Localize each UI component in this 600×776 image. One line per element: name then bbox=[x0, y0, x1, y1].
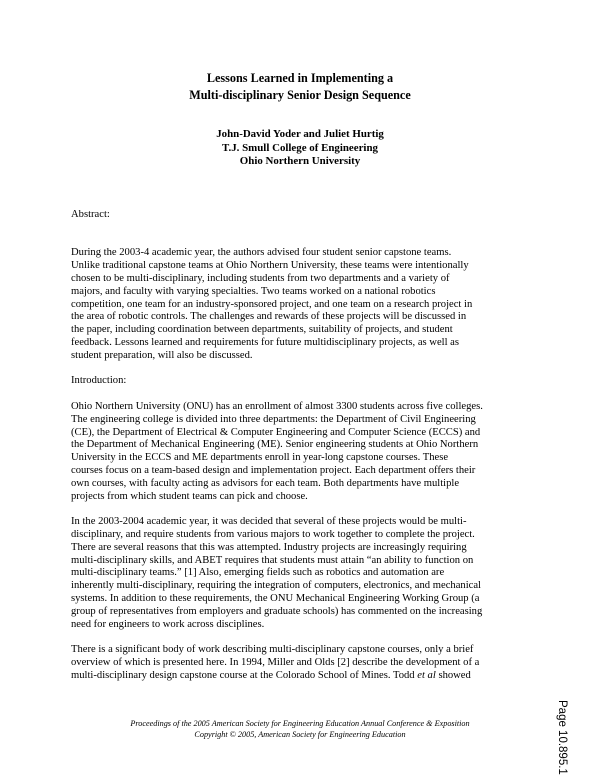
text-line: There is a significant body of work describing multi-disciplinary capstone courses, only a brief bbox=[71, 644, 474, 656]
text-line: Ohio Northern University (ONU) has an enrollment of almost 3300 students across five colleges. bbox=[71, 400, 483, 412]
text-line: overview of which is presented here. In 1994, Miller and Olds [2] describe the development of a bbox=[71, 656, 480, 668]
text-line: own courses, with faculty acting as advisors for each team. Both departments have multiple bbox=[71, 477, 460, 489]
paper-body bbox=[71, 209, 533, 682]
introduction-paragraph-3 bbox=[71, 644, 533, 682]
text-line: multi-disciplinary skills, and ABET requires that students must attain “an ability to function on bbox=[71, 554, 474, 566]
author-college: T.J. Smull College of Engineering bbox=[222, 141, 378, 154]
text-line: (CE), the Department of Electrical & Computer Engineering and Computer Science (ECCS) and bbox=[71, 426, 481, 438]
author-names: John-David Yoder and Juliet Hurtig bbox=[216, 128, 384, 140]
text-line: chosen to be multi-disciplinary, including students from two departments and a variety of bbox=[71, 272, 450, 284]
text-line: projects from which student teams can pick and choose. bbox=[71, 490, 308, 502]
text-line: the paper, including coordination between departments, suitability of projects, and student bbox=[71, 324, 453, 336]
author-university: Ohio Northern University bbox=[239, 155, 361, 168]
text-line: During the 2003-4 academic year, the authors advised four student senior capstone teams. bbox=[71, 247, 452, 259]
text-line: the area of robotic controls. The challenges and rewards of these projects will be discussed in bbox=[71, 311, 467, 323]
title-line-2: Multi-disciplinary Senior Design Sequence bbox=[189, 88, 411, 102]
text-line: feedback. Lessons learned and requirements for future multidisciplinary projects, as well as bbox=[71, 336, 460, 348]
text-line: group of representatives from employers and graduate schools) has commented on the increasing bbox=[71, 605, 483, 617]
text-span: showed bbox=[435, 669, 471, 681]
proceedings-footer bbox=[0, 719, 600, 740]
introduction-paragraph-1 bbox=[71, 401, 533, 503]
title-line-1: Lessons Learned in Implementing a bbox=[206, 71, 394, 85]
text-line: disciplinary, and require students from various majors to work together to complete the project. bbox=[71, 528, 475, 540]
text-line: majors, and faculty with varying specialties. Two teams worked on a national robotics bbox=[71, 285, 436, 297]
text-line: systems. In addition to these requirements, the ONU Mechanical Engineering Working Group (a bbox=[71, 592, 480, 604]
abstract-paragraph bbox=[71, 247, 533, 362]
page-number-stamp: Page 10.895.1 bbox=[556, 700, 568, 775]
author-block bbox=[0, 128, 600, 169]
paper-title bbox=[0, 70, 600, 104]
text-line: need for engineers to work across disciplines. bbox=[71, 618, 265, 630]
text-line: inherently multi-disciplinary, requiring the integration of computers, electronics, and mechanical bbox=[71, 580, 481, 592]
text-line: student preparation, will also be discussed. bbox=[71, 349, 253, 361]
text-line: Unlike traditional capstone teams at Ohio Northern University, these teams were intentionally bbox=[71, 260, 469, 272]
text-line: The engineering college is divided into three departments: the Department of Civil Engineering bbox=[71, 413, 476, 425]
footer-proceedings-line: Proceedings of the 2005 American Society for Engineering Education Annual Conference & Exposition bbox=[130, 719, 470, 728]
text-line bbox=[71, 670, 533, 683]
introduction-paragraph-2 bbox=[71, 516, 533, 631]
text-line: the Department of Mechanical Engineering (ME). Senior engineering students at Ohio Northern bbox=[71, 439, 479, 451]
et-al-italic: et al bbox=[417, 669, 436, 681]
text-span: multi-disciplinary design capstone course at the Colorado School of Mines. Todd bbox=[71, 669, 418, 681]
footer-copyright-line: Copyright © 2005, American Society for Engineering Education bbox=[194, 729, 406, 739]
text-line: multi-disciplinary teams.” [1] Also, emerging fields such as robotics and automation are bbox=[71, 567, 445, 579]
text-line: There are several reasons that this was attempted. Industry projects are increasingly requiring bbox=[71, 541, 467, 553]
abstract-heading: Abstract: bbox=[71, 209, 110, 220]
text-line: In the 2003-2004 academic year, it was decided that several of these projects would be multi- bbox=[71, 516, 467, 528]
introduction-heading: Introduction: bbox=[71, 375, 127, 387]
text-line: courses focus on a team-based design and implementation project. Each department offers their bbox=[71, 464, 476, 476]
text-line: competition, one team for an industry-sponsored project, and one team on a research project in bbox=[71, 298, 473, 310]
text-line: University in the ECCS and ME departments enroll in year-long capstone courses. These bbox=[71, 452, 449, 464]
